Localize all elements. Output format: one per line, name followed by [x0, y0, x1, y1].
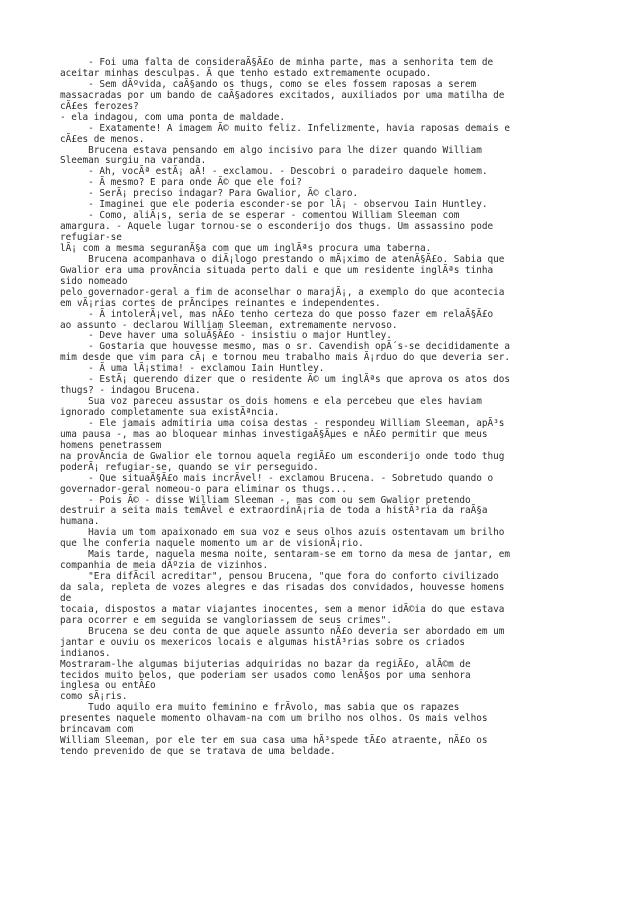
text-line: de	[60, 592, 72, 604]
text-line: - Deve haver uma soluÃ§Ã£o - insistiu o major Huntley.	[60, 330, 392, 342]
text-line: - Gostaria que houvesse mesmo, mas o sr. Cavendish opÃ´s-se decididamente a	[60, 341, 510, 353]
text-line: - Sem dÃºvida, caÃ§ando os thugs, como se eles fossem raposas a serem	[60, 78, 477, 90]
text-line: - Como, aliÃ¡s, seria de se esperar - comentou William Sleeman com	[60, 210, 460, 222]
text-line: refugiar-se	[60, 232, 122, 243]
body-text	[60, 58, 580, 758]
text-line: ignorado completamente sua existÃªncia.	[60, 407, 280, 418]
text-line: - Imaginei que ele poderia esconder-se por lÃ¡ - observou Iain Huntley.	[60, 199, 488, 211]
text-line: - Ã intolerÃ¡vel, mas nÃ£o tenho certeza do que posso fazer em relaÃ§Ã£o	[60, 308, 494, 320]
text-line: governador-geral nomeou-o para eliminar os thugs...	[60, 483, 347, 495]
text-line: inglesa ou entÃ£o	[60, 680, 156, 692]
text-line: companhia de meia dÃºzia de vizinhos.	[60, 560, 269, 572]
text-line: thugs? - indagou Brucena.	[60, 385, 201, 397]
text-line: que lhe conferia naquele momento um ar de visionÃ¡rio.	[60, 538, 364, 550]
text-line: pelo governador-geral a fim de aconselhar o marajÃ¡, a exemplo do que acontecia	[60, 286, 505, 298]
text-line: destruir a seita mais temÃvel e extraordinÃ¡ria de toda a histÃ³ria da raÃ§a	[60, 505, 488, 517]
text-line: tendo prevenido de que se tratava de uma beldade.	[60, 746, 336, 758]
text-line: uma pausa -, mas ao bloquear minhas investigaÃ§Ãµes e nÃ£o permitir que meus	[60, 428, 488, 440]
text-line: - Ã mesmo? E para onde Ã© que ele foi?	[60, 177, 302, 189]
text-line: - Ele jamais admitiria uma coisa destas - respondeu William Sleeman, apÃ³s	[60, 417, 505, 429]
text-line: como sÃ¡ris.	[60, 691, 128, 703]
text-line: William Sleeman, por ele ter em sua casa uma hÃ³spede tÃ£o atraente, nÃ£o os	[60, 735, 488, 747]
text-line: mim desde que vim para cÃ¡ e tornou meu trabalho mais Ã¡rduo do que deveria ser.	[60, 352, 510, 364]
text-line: presentes naquele momento olhavam-na com um brilho nos olhos. Os mais velhos	[60, 713, 488, 725]
text-line: na provÃncia de Gwalior ele tornou aquela regiÃ£o um esconderijo onde todo thug	[60, 450, 505, 462]
text-line: - Foi uma falta de consideraÃ§Ã£o de minha parte, mas a senhorita tem de	[60, 57, 494, 68]
text-line: cÃ£es de menos.	[60, 133, 145, 145]
text-line: da sala, repleta de vozes alegres e das risadas dos convidados, houvesse homens	[60, 582, 505, 593]
text-line: Tudo aquilo era muito feminino e frÃvolo, mas sabia que os rapazes	[60, 702, 460, 714]
text-line: Sua voz pareceu assustar os dois homens e ela percebeu que eles haviam	[60, 396, 482, 408]
text-line: - SerÃ¡ preciso indagar? Para Gwalior, Ã© claro.	[60, 188, 359, 200]
text-line: massacradas por um bando de caÃ§adores excitados, auxiliados por uma matilha de	[60, 89, 505, 101]
text-line: cÃ£es ferozes?	[60, 100, 139, 112]
text-line: jantar e ouviu os mexericos locais e algumas histÃ³rias sobre os criados	[60, 636, 465, 648]
text-line: Brucena se deu conta de que aquele assunto nÃ£o deveria ser abordado em um	[60, 625, 505, 637]
text-line: em vÃ¡rias cortes de prÃncipes reinantes e independentes.	[60, 297, 381, 309]
text-line: tecidos muito belos, que poderiam ser usados como lenÃ§os por uma senhora	[60, 669, 471, 681]
text-line: - EstÃ¡ querendo dizer que o residente Ã© um inglÃªs que aprova os atos dos	[60, 374, 510, 386]
text-line: indianos.	[60, 647, 111, 659]
text-line: Mostraram-lhe algumas bijuterias adquiridas no bazar da regiÃ£o, alÃ©m de	[60, 658, 471, 670]
text-line: - ela indagou, com uma ponta de maldade.	[60, 111, 285, 123]
text-line: aceitar minhas desculpas. Ã que tenho estado extremamente ocupado.	[60, 67, 432, 79]
text-line: Mais tarde, naquela mesma noite, sentaram-se em torno da mesa de jantar, em	[60, 549, 510, 561]
text-line: amargura. - Aquele lugar tornou-se o esconderijo dos thugs. Um assassino pode	[60, 221, 494, 233]
text-line: humana.	[60, 516, 100, 528]
text-line: - Que situaÃ§Ã£o mais incrÃvel! - exclamou Brucena. - Sobretudo quando o	[60, 472, 494, 484]
text-line: homens penetrassem	[60, 439, 162, 451]
text-line: - Pois Ã© - disse William Sleeman -, mas com ou sem Gwalior pretendo	[60, 494, 471, 506]
text-line: Brucena estava pensando em algo incisivo para lhe dizer quando William	[60, 144, 482, 156]
text-line: poderÃ¡ refugiar-se, quando se vir perseguido.	[60, 461, 319, 473]
text-line: Gwalior era uma provÃncia situada perto dali e que um residente inglÃªs tinha	[60, 264, 494, 276]
text-line: "Era difÃcil acreditar", pensou Brucena, "que fora do conforto civilizado	[60, 571, 499, 583]
text-line: Brucena acompanhava o diÃ¡logo prestando o mÃ¡ximo de atenÃ§Ã£o. Sabia que	[60, 253, 505, 265]
text-line: Sleeman surgiu na varanda.	[60, 155, 207, 167]
text-line: lÃ¡ com a mesma seguranÃ§a com que um inglÃªs procura uma taberna.	[60, 242, 432, 254]
text-line: para ocorrer e em seguida se vangloriassem de seus crimes".	[60, 614, 392, 626]
text-line: brincavam com	[60, 724, 134, 736]
text-line: sido nomeado	[60, 275, 128, 287]
text-line: tocaia, dispostos a matar viajantes inocentes, sem a menor idÃ©ia do que estava	[60, 603, 505, 615]
text-line: Havia um tom apaixonado em sua voz e seus olhos azuis ostentavam um brilho	[60, 527, 505, 539]
text-line: ao assunto - declarou William Sleeman, extremamente nervoso.	[60, 319, 398, 331]
text-line: - Ã uma lÃ¡stima! - exclamou Iain Huntley.	[60, 363, 325, 375]
text-line: - Exatamente! A imagem Ã© muito feliz. Infelizmente, havia raposas demais e	[60, 122, 510, 134]
text-line: - Ah, vocÃª estÃ¡ aÃ! - exclamou. - Descobri o paradeiro daquele homem.	[60, 166, 488, 178]
